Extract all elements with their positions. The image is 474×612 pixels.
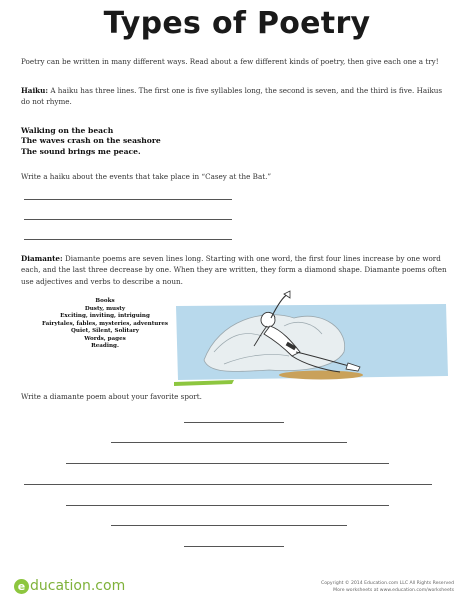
diamante-line: Books bbox=[95, 298, 115, 304]
more-worksheets-line: More worksheets at www.education.com/worksheets bbox=[333, 587, 454, 593]
haiku-answer-line-1[interactable] bbox=[24, 199, 232, 200]
copyright-line: Copyright © 2014 Education.com LLC All Rights Reserved bbox=[321, 581, 454, 586]
diamante-definition bbox=[21, 253, 453, 287]
education-com-logo[interactable] bbox=[14, 575, 125, 597]
diamante-prompt: Write a diamante poem about your favorite sport. bbox=[21, 392, 202, 401]
diamante-term: Diamante: bbox=[21, 254, 63, 263]
intro-paragraph: Poetry can be written in many different ways. Read about a few different kinds of poetry, then give each one a try! bbox=[21, 57, 439, 66]
diamante-answer-line-3[interactable] bbox=[66, 463, 389, 464]
diamante-line: Words, pages bbox=[84, 335, 126, 342]
diamante-example bbox=[21, 298, 189, 351]
copyright-notice bbox=[321, 581, 454, 594]
haiku-prompt: Write a haiku about the events that take place in “Casey at the Bat.” bbox=[21, 172, 272, 181]
diamante-answer-line-2[interactable] bbox=[111, 442, 347, 443]
haiku-answer-line-3[interactable] bbox=[24, 239, 232, 240]
diamante-line: Reading. bbox=[91, 343, 119, 349]
diamante-answer-line-6[interactable] bbox=[111, 525, 347, 526]
diamante-line: Quiet, Silent, Solitary bbox=[71, 328, 139, 334]
grass-strip bbox=[174, 380, 234, 386]
haiku-line: Walking on the beach bbox=[21, 126, 114, 135]
base-dirt bbox=[279, 371, 363, 380]
diamante-answer-line-7[interactable] bbox=[184, 546, 284, 547]
diamante-answer-line-5[interactable] bbox=[66, 505, 389, 506]
haiku-line: The waves crash on the seashore bbox=[21, 136, 161, 146]
diamante-answer-line-4[interactable] bbox=[24, 484, 432, 485]
page-title: Types of Poetry bbox=[103, 6, 371, 41]
haiku-answer-line-2[interactable] bbox=[24, 219, 232, 220]
diamante-line: Exciting, inviting, intriguing bbox=[60, 313, 150, 319]
haiku-definition-text: A haiku has three lines. The first one is five syllables long, the second is seven, and the third is five. Haikus do not rhyme. bbox=[21, 86, 443, 107]
diamante-definition-text: Diamante poems are seven lines long. Starting with one word, the first four lines increase by one word each, and the last three decrease by one. When they are written, they form a diamond shape. Diamante poems often use adjectives and verbs to describe a noun. bbox=[21, 254, 447, 286]
diamante-line: Dusty, musty bbox=[84, 305, 126, 312]
logo-mark: e bbox=[14, 579, 29, 594]
haiku-line: The sound brings me peace. bbox=[21, 146, 141, 156]
diamante-answer-line-1[interactable] bbox=[184, 422, 284, 423]
baseball-player-sliding-illustration bbox=[174, 290, 452, 390]
haiku-definition bbox=[21, 85, 453, 108]
diamante-line: Fairytales, fables, mysteries, adventures bbox=[41, 320, 169, 327]
logo-text: ducation.com bbox=[30, 578, 126, 594]
haiku-term: Haiku: bbox=[21, 86, 49, 95]
haiku-example bbox=[21, 126, 161, 157]
